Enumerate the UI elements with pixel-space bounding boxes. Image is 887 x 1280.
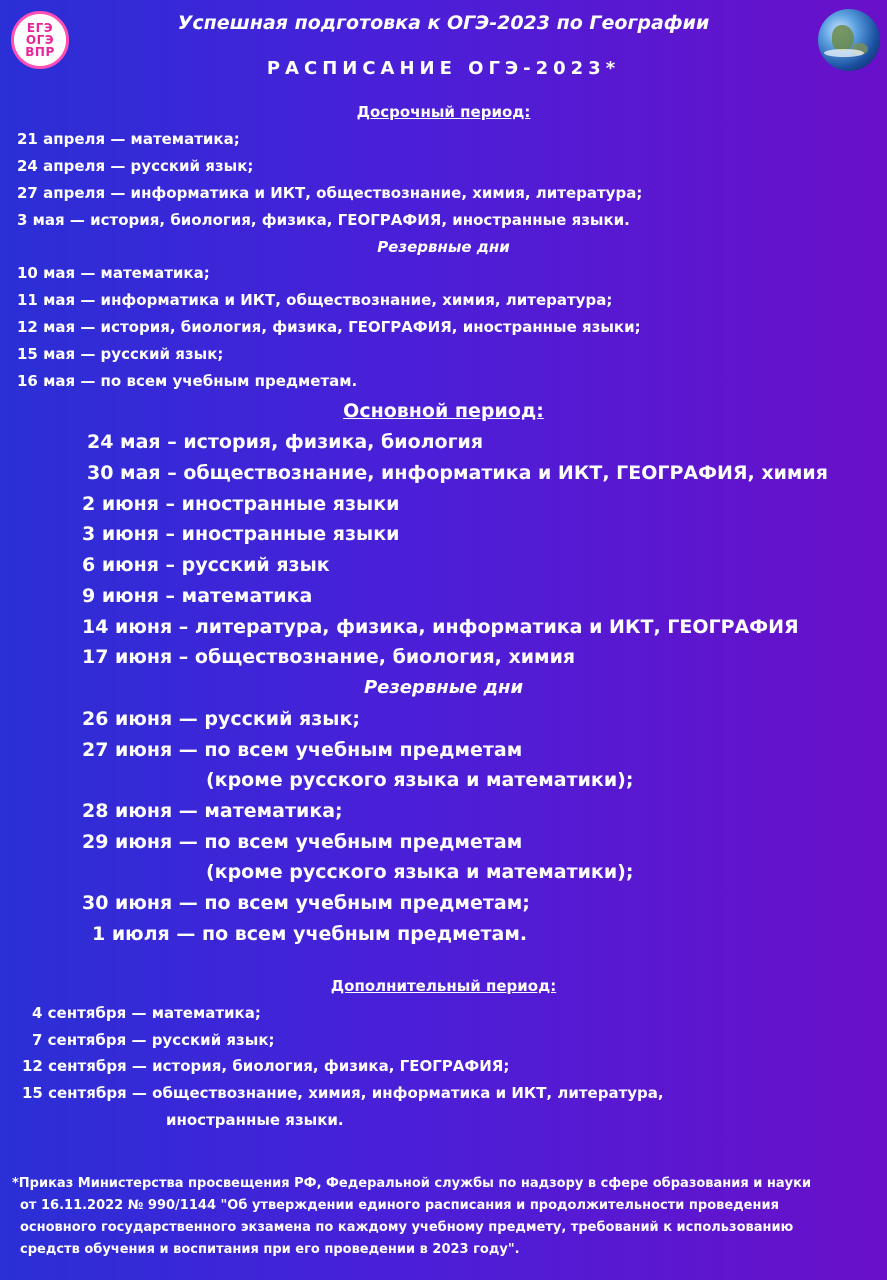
main-item: 30 мая – обществознание, информатика и ИКТ, ГЕОГРАФИЯ, химия: [87, 462, 828, 484]
main-item: 3 июня – иностранные языки: [82, 523, 400, 545]
main-item: 2 июня – иностранные языки: [82, 493, 400, 515]
main-item: 14 июня – литература, физика, информатика и ИКТ, ГЕОГРАФИЯ: [82, 616, 799, 638]
extra-period-title: Дополнительный период:: [330, 977, 557, 995]
early-item: 21 апреля — математика;: [17, 130, 240, 148]
logo-line-1: ЕГЭ: [26, 21, 54, 35]
main-period-title: Основной период:: [343, 400, 544, 422]
main-reserve-item: 1 июля — по всем учебным предметам.: [92, 923, 528, 945]
main-item: 24 мая – история, физика, биология: [87, 431, 484, 453]
early-reserve-item: 10 мая — математика;: [17, 264, 210, 282]
extra-item: 12 сентября — история, биология, физика, ГЕОГРАФИЯ;: [22, 1057, 510, 1075]
main-item: 17 июня – обществознание, биология, химия: [82, 646, 576, 668]
extra-item: 15 сентября — обществознание, химия, информатика и ИКТ, литература,: [22, 1084, 664, 1102]
footnote-line: основного государственного экзамена по каждому учебному предмету, требований к использованию: [20, 1220, 794, 1235]
logo-line-2: ОГЭ: [25, 33, 55, 47]
main-reserve-item: 26 июня — русский язык;: [82, 708, 360, 730]
extra-item: 7 сентября — русский язык;: [32, 1031, 275, 1049]
main-reserve-item: 27 июня — по всем учебным предметам: [82, 739, 523, 761]
early-reserve-item: 12 мая — история, биология, физика, ГЕОГРАФИЯ, иностранные языки;: [17, 318, 641, 336]
main-reserve-item: 28 июня — математика;: [82, 800, 343, 822]
footnote-line: средств обучения и воспитания при его проведении в 2023 году".: [20, 1242, 520, 1257]
main-reserve-note: (кроме русского языка и математики);: [206, 861, 634, 883]
early-period-title: Досрочный период:: [356, 103, 531, 121]
footnote: [12, 1173, 882, 1261]
footnote-line: от 16.11.2022 № 990/1144 "Об утверждении единого расписания и продолжительности проведения: [20, 1198, 779, 1213]
main-reserve-item: 30 июня — по всем учебным предметам;: [82, 892, 530, 914]
early-item: 24 апреля — русский язык;: [17, 157, 254, 175]
main-reserve-note: (кроме русского языка и математики);: [206, 769, 634, 791]
early-reserve-item: 16 мая — по всем учебным предметам.: [17, 372, 358, 390]
early-reserve-item: 15 мая — русский язык;: [17, 345, 224, 363]
main-item: 6 июня – русский язык: [82, 554, 330, 576]
early-reserve-title: Резервные дни: [377, 238, 510, 256]
extra-item: 4 сентября — математика;: [32, 1004, 261, 1022]
early-reserve-item: 11 мая — информатика и ИКТ, обществознание, химия, литература;: [17, 291, 613, 309]
main-reserve-title: Резервные дни: [363, 677, 524, 698]
early-item: 3 мая — история, биология, физика, ГЕОГРАФИЯ, иностранные языки.: [17, 211, 630, 229]
early-item: 27 апреля — информатика и ИКТ, обществознание, химия, литература;: [17, 184, 643, 202]
main-reserve-item: 29 июня — по всем учебным предметам: [82, 831, 523, 853]
page-title: Успешная подготовка к ОГЭ-2023 по Географии: [177, 12, 710, 34]
schedule-heading: РАСПИСАНИЕ ОГЭ-2023*: [266, 58, 621, 79]
logo-line-3: ВПР: [25, 45, 55, 59]
footnote-line: *Приказ Министерства просвещения РФ, Федеральной службы по надзору в сфере образования и науки: [12, 1176, 812, 1191]
extra-item-continued: иностранные языки.: [166, 1111, 344, 1129]
main-item: 9 июня – математика: [82, 585, 313, 607]
